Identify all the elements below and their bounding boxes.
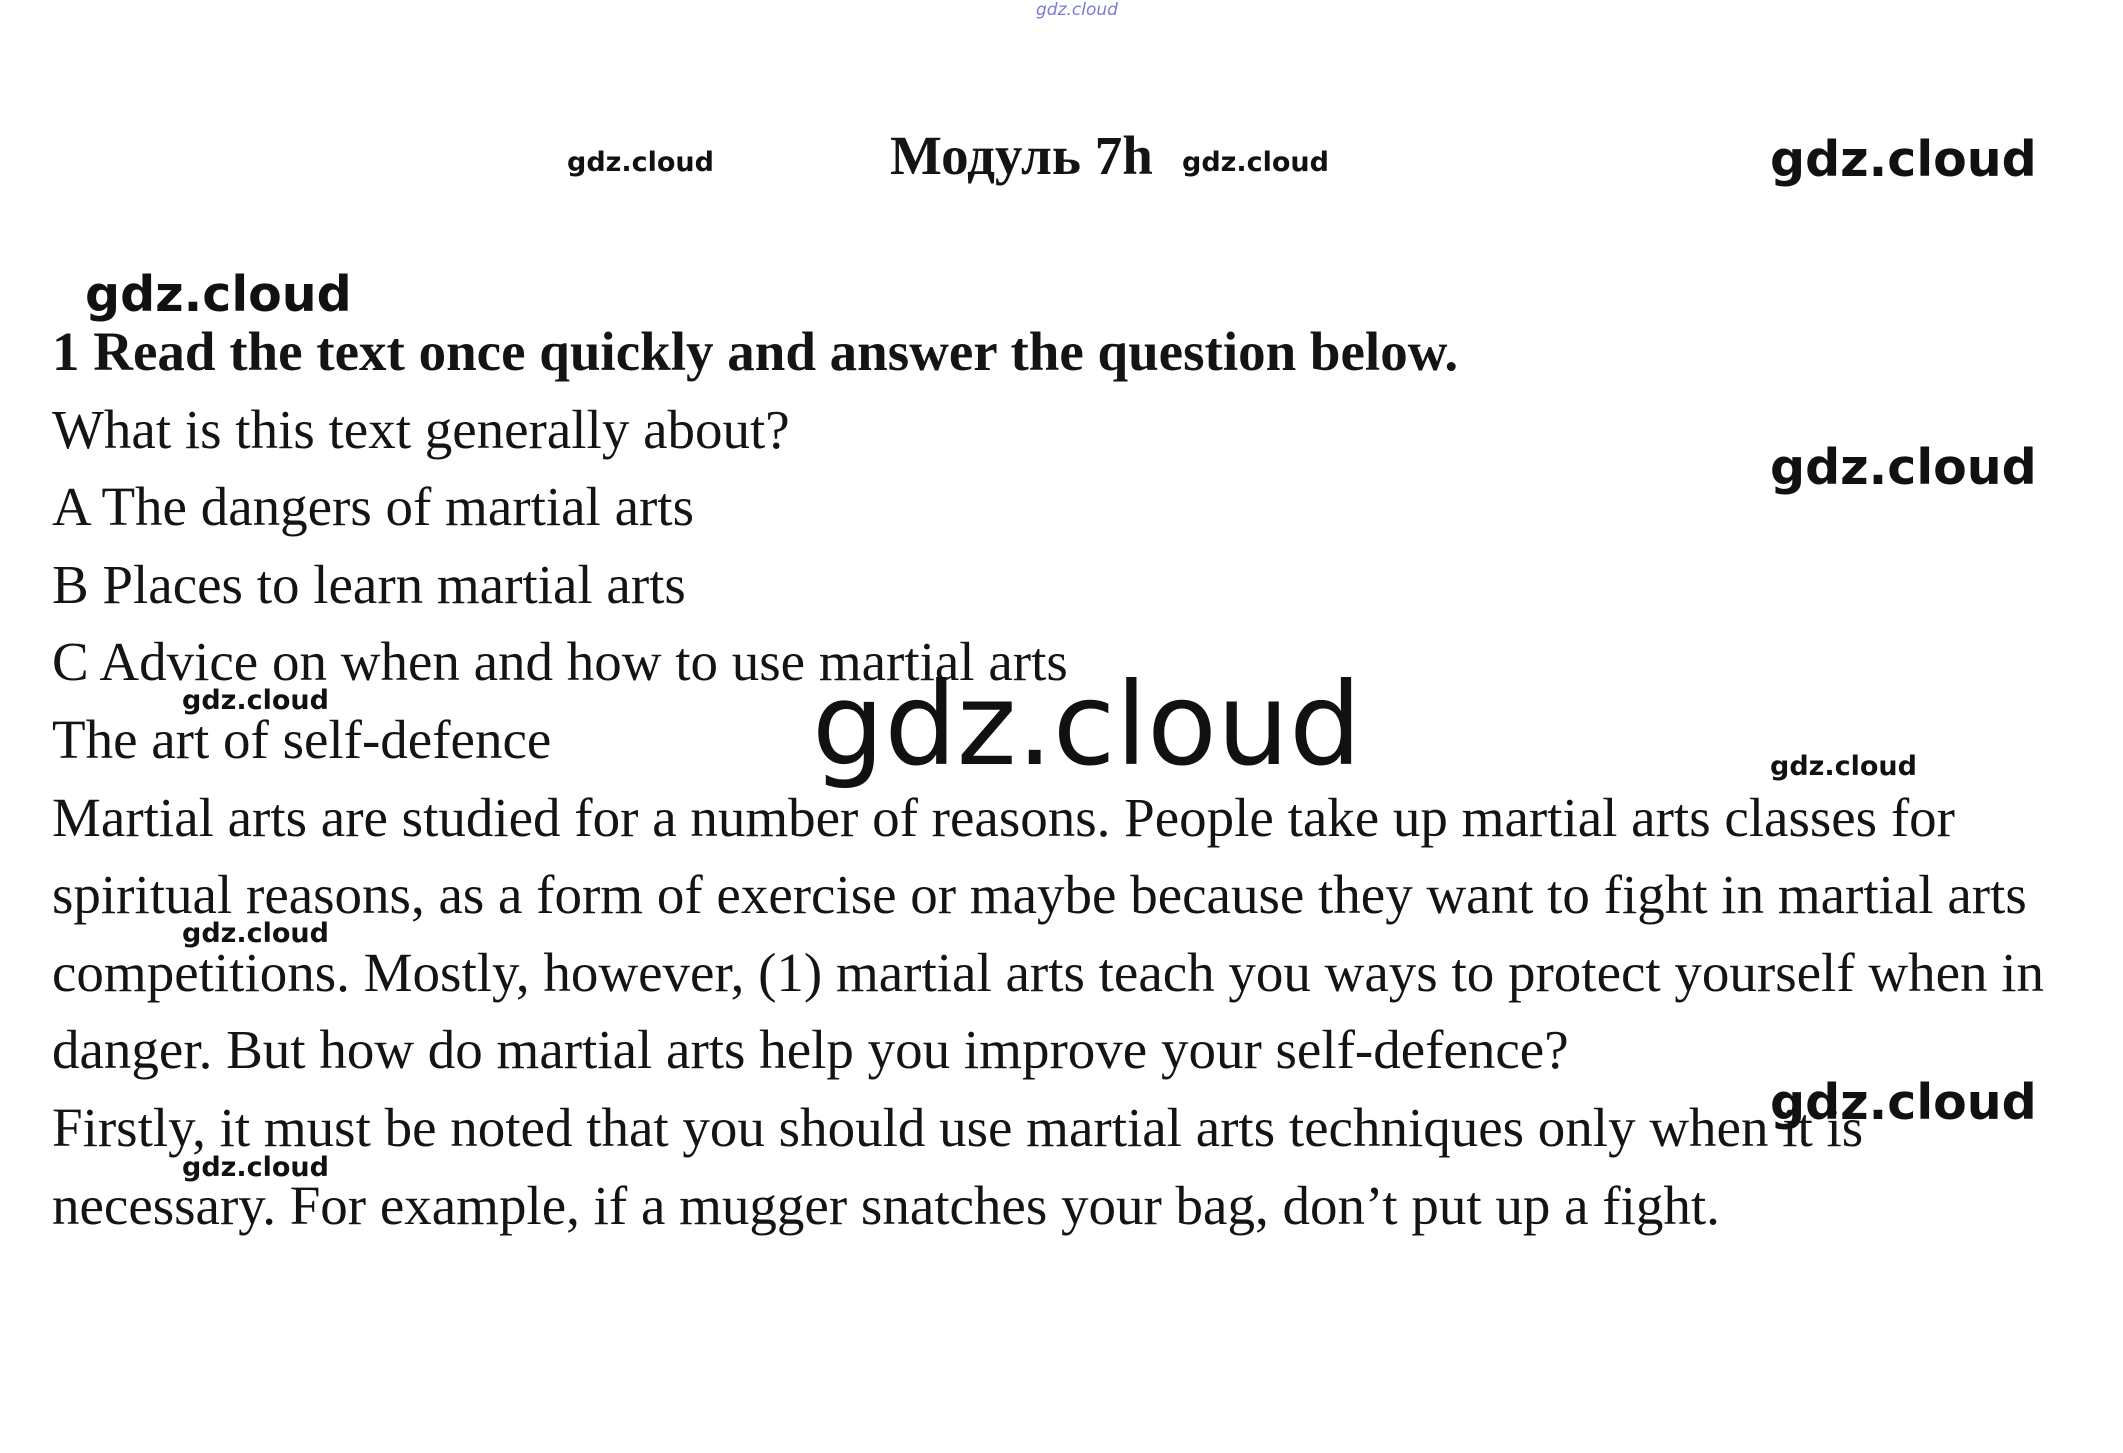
- watermark: gdz.cloud: [1182, 147, 1329, 178]
- watermark: gdz.cloud: [1770, 751, 1917, 782]
- watermark: gdz.cloud: [85, 266, 352, 323]
- watermark: gdz.cloud: [1770, 131, 2037, 188]
- watermark: gdz.cloud: [812, 658, 1362, 791]
- option-c: C Advice on when and how to use martial arts: [52, 631, 1068, 693]
- article-paragraph-1: Martial arts are studied for a number of reasons. People take up martial arts classes for spiritual reasons, as a form of exercise or maybe because they want to fight in martial arts competitions. Mostly, however, (1) martial arts teach you ways to protect yourself when in danger. But how do martial arts help you improve your self-defence?: [52, 786, 2045, 1081]
- watermark: gdz.cloud: [182, 685, 329, 716]
- watermark: gdz.cloud: [182, 918, 329, 949]
- task-heading: 1 Read the text once quickly and answer the question below.: [52, 321, 1459, 382]
- option-b: B Places to learn martial arts: [52, 553, 686, 615]
- watermark: gdz.cloud: [1770, 1074, 2037, 1131]
- watermark: gdz.cloud: [182, 1152, 329, 1183]
- watermark: gdz.cloud: [1036, 0, 1118, 20]
- article-paragraph-2: Firstly, it must be noted that you should use martial arts techniques only when it is necessary. For example, if a mugger snatches your bag, don’t put up a fight.: [52, 1096, 1864, 1236]
- article-title: The art of self-defence: [52, 708, 552, 770]
- option-a: A The dangers of martial arts: [52, 476, 694, 538]
- watermark: gdz.cloud: [1770, 439, 2037, 496]
- watermark: gdz.cloud: [567, 147, 714, 178]
- page-title: Модуль 7h: [890, 125, 1153, 186]
- task-question: What is this text generally about?: [52, 398, 790, 460]
